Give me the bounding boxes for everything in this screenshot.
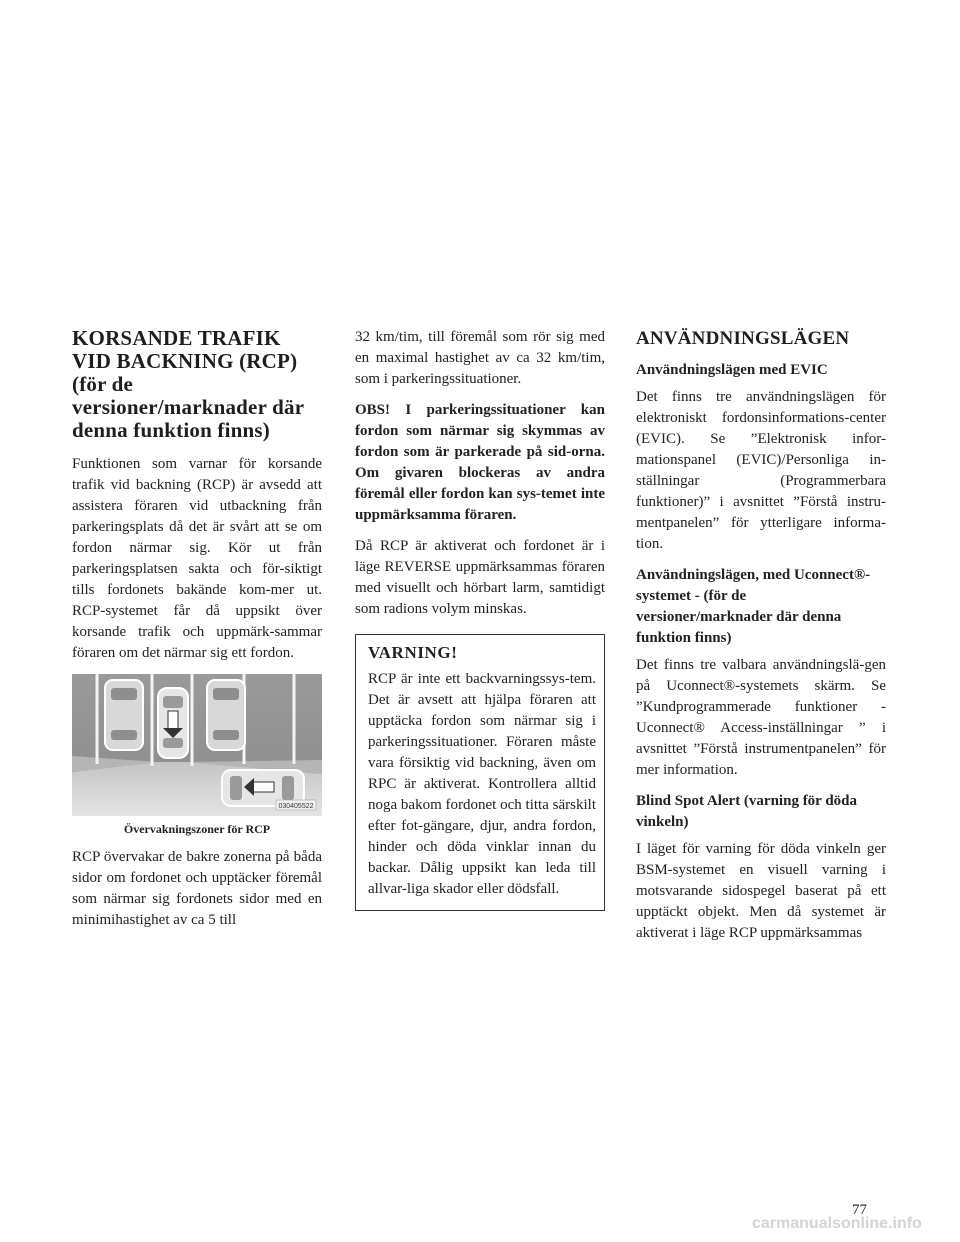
reverse-paragraph: Då RCP är aktiverat och fordonet är i läge REVERSE uppmärksammas föraren med visuellt och hörbart larm, samtidigt som radions volym minskas. <box>355 538 605 617</box>
rcp-intro-paragraph: Funktionen som varnar för korsande trafik vid backning (RCP) är avsedd att assistera föraren vid utbackning från parkeringsplats då det är svårt att se om fordon närmar sig. Kör ut från parkeringsplatsen sakta och för-siktigt tills fordonets bakände kom-mer ut. RCP-systemet får då uppsikt över korsande trafik och uppmärk-sammar föraren om det närmar sig ett fordon. <box>72 456 322 661</box>
rcp-figure <box>72 674 322 820</box>
figure-caption: Övervakningszoner för RCP <box>123 822 271 836</box>
left-column <box>72 327 322 941</box>
subheading-uconnect: Användningslägen, med Uconnect®-systemet - (för de versioner/marknader där denna funktion finns) <box>636 567 871 646</box>
section-title-modes: ANVÄNDNINGSLÄGEN <box>636 328 850 349</box>
subheading-blind-spot: Blind Spot Alert (varning för döda vinkeln) <box>636 793 858 830</box>
warning-title: VARNING! <box>368 643 458 662</box>
watermark: carmanualsonline.info <box>752 1215 922 1232</box>
warning-box <box>355 634 605 911</box>
blind-spot-paragraph: I läget för varning för döda vinkeln ger BSM-systemet en visuell varning i motsvarande sidospegel baserat på ett upptäckt objekt. Men då systemet är aktiverat i läge RCP uppmärksammas <box>636 841 886 941</box>
rcp-zone-illustration <box>72 674 322 816</box>
note-paragraph: OBS! I parkeringssituationer kan fordon som närmar sig skymmas av fordon som är parkerade på sid-orna. Om givaren blockeras av andra föremål eller fordon kan sys-temet inte uppmärksamma föraren. <box>355 402 605 523</box>
evic-paragraph: Det finns tre användningslägen för elektroniskt fordonsinformations-center (EVIC). Se ”Elektronisk infor-mationspanel (EVIC)/Personliga in-ställningar (Programmerbara funktioner)” i avsnittet ”Förstå instru-mentpanelen” för ytterligare informa-tion. <box>636 389 886 552</box>
figure-code: 030405522 <box>278 803 314 810</box>
section-title-rcp: KORSANDE TRAFIK VID BACKNING (RCP) (för de versioner/marknader där denna funktion finns) <box>72 326 304 442</box>
right-column <box>636 327 886 954</box>
subheading-evic: Användningslägen med EVIC <box>636 362 828 378</box>
page-number: 77 <box>852 1202 867 1218</box>
rcp-zones-paragraph: RCP övervakar de bakre zonerna på båda sidor om fordonet och upptäcker föremål som närmar sig fordonets sidor med en minimihastighet av ca 5 till <box>72 849 322 928</box>
middle-column <box>355 327 605 911</box>
speed-paragraph: 32 km/tim, till föremål som rör sig med en maximal hastighet av ca 32 km/tim, som i parkeringssituationer. <box>355 329 605 387</box>
warning-text: RCP är inte ett backvarningssys-tem. Det är avsett att hjälpa föraren att upptäcka fordon som närmar sig i parkeringssituationer. Föraren måste vara försiktig vid backning, även om RPC är aktiverat. Kontrollera alltid noga bakom fordonet och titta särskilt efter fot-gängare, djur, andra fordon, hinder och döda vinklar innan du backar. Dålig uppsikt kan leda till allvar-liga skador eller dödsfall. <box>368 671 596 897</box>
uconnect-paragraph: Det finns tre valbara användningslä-gen på Uconnect®-systemets skärm. Se ”Kundprogrammerade funktioner - Uconnect® Access-inställningar ” i avsnittet ”Förstå instrumentpanelen” för mer information. <box>636 657 886 778</box>
